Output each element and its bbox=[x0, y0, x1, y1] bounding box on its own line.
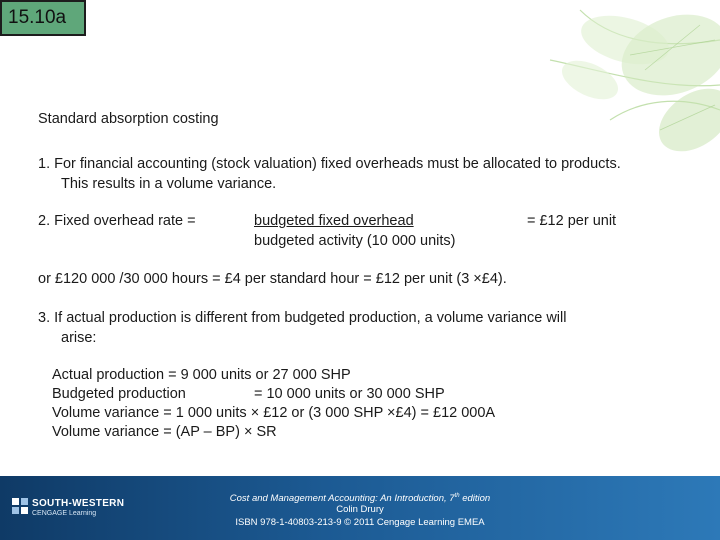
actual-production: Actual production = 9 000 units or 27 000 SHP bbox=[52, 367, 351, 383]
slide-title: Standard absorption costing bbox=[38, 111, 219, 127]
alternative-rate: or £120 000 /30 000 hours = £4 per standard hour = £12 per unit (3 ×£4). bbox=[38, 271, 507, 287]
fraction-numerator: budgeted fixed overhead bbox=[254, 213, 414, 229]
point1-line1: 1. For financial accounting (stock valuation) fixed overheads must be allocated to products. bbox=[38, 156, 621, 172]
fraction-denominator: budgeted activity (10 000 units) bbox=[254, 233, 456, 249]
point2-label: 2. Fixed overhead rate = bbox=[38, 213, 196, 229]
cengage-logo-icon bbox=[12, 498, 28, 514]
slide-number: 15.10a bbox=[0, 0, 86, 36]
budgeted-production-label: Budgeted production bbox=[52, 386, 186, 402]
budgeted-production-value: = 10 000 units or 30 000 SHP bbox=[254, 386, 445, 402]
book-title-text: Cost and Management Accounting: An Introduction, 7 bbox=[229, 493, 455, 505]
rate-result: = £12 per unit bbox=[527, 213, 617, 229]
volume-variance-formula: Volume variance = (AP – BP) × SR bbox=[52, 424, 277, 440]
volume-variance-calc: Volume variance = 1 000 units × £12 or (3 000 SHP ×£4) = £12 000A bbox=[52, 405, 496, 421]
point3-line2: arise: bbox=[61, 330, 97, 346]
book-title-superscript: th bbox=[454, 493, 460, 499]
author: Colin Drury bbox=[336, 504, 384, 515]
point3-line1: 3. If actual production is different from budgeted production, a volume variance will bbox=[38, 310, 567, 326]
logo-line2: CENGAGE Learning bbox=[32, 510, 97, 517]
leaf-decoration-icon bbox=[460, 0, 720, 160]
isbn: ISBN 978-1-40803-213-9 © 2011 Cengage Learning EMEA bbox=[235, 517, 485, 528]
book-title-end: edition bbox=[459, 493, 491, 505]
logo-line1: SOUTH-WESTERN bbox=[32, 498, 125, 509]
point1-line2: This results in a volume variance. bbox=[61, 176, 277, 192]
footer-bar bbox=[0, 476, 720, 540]
